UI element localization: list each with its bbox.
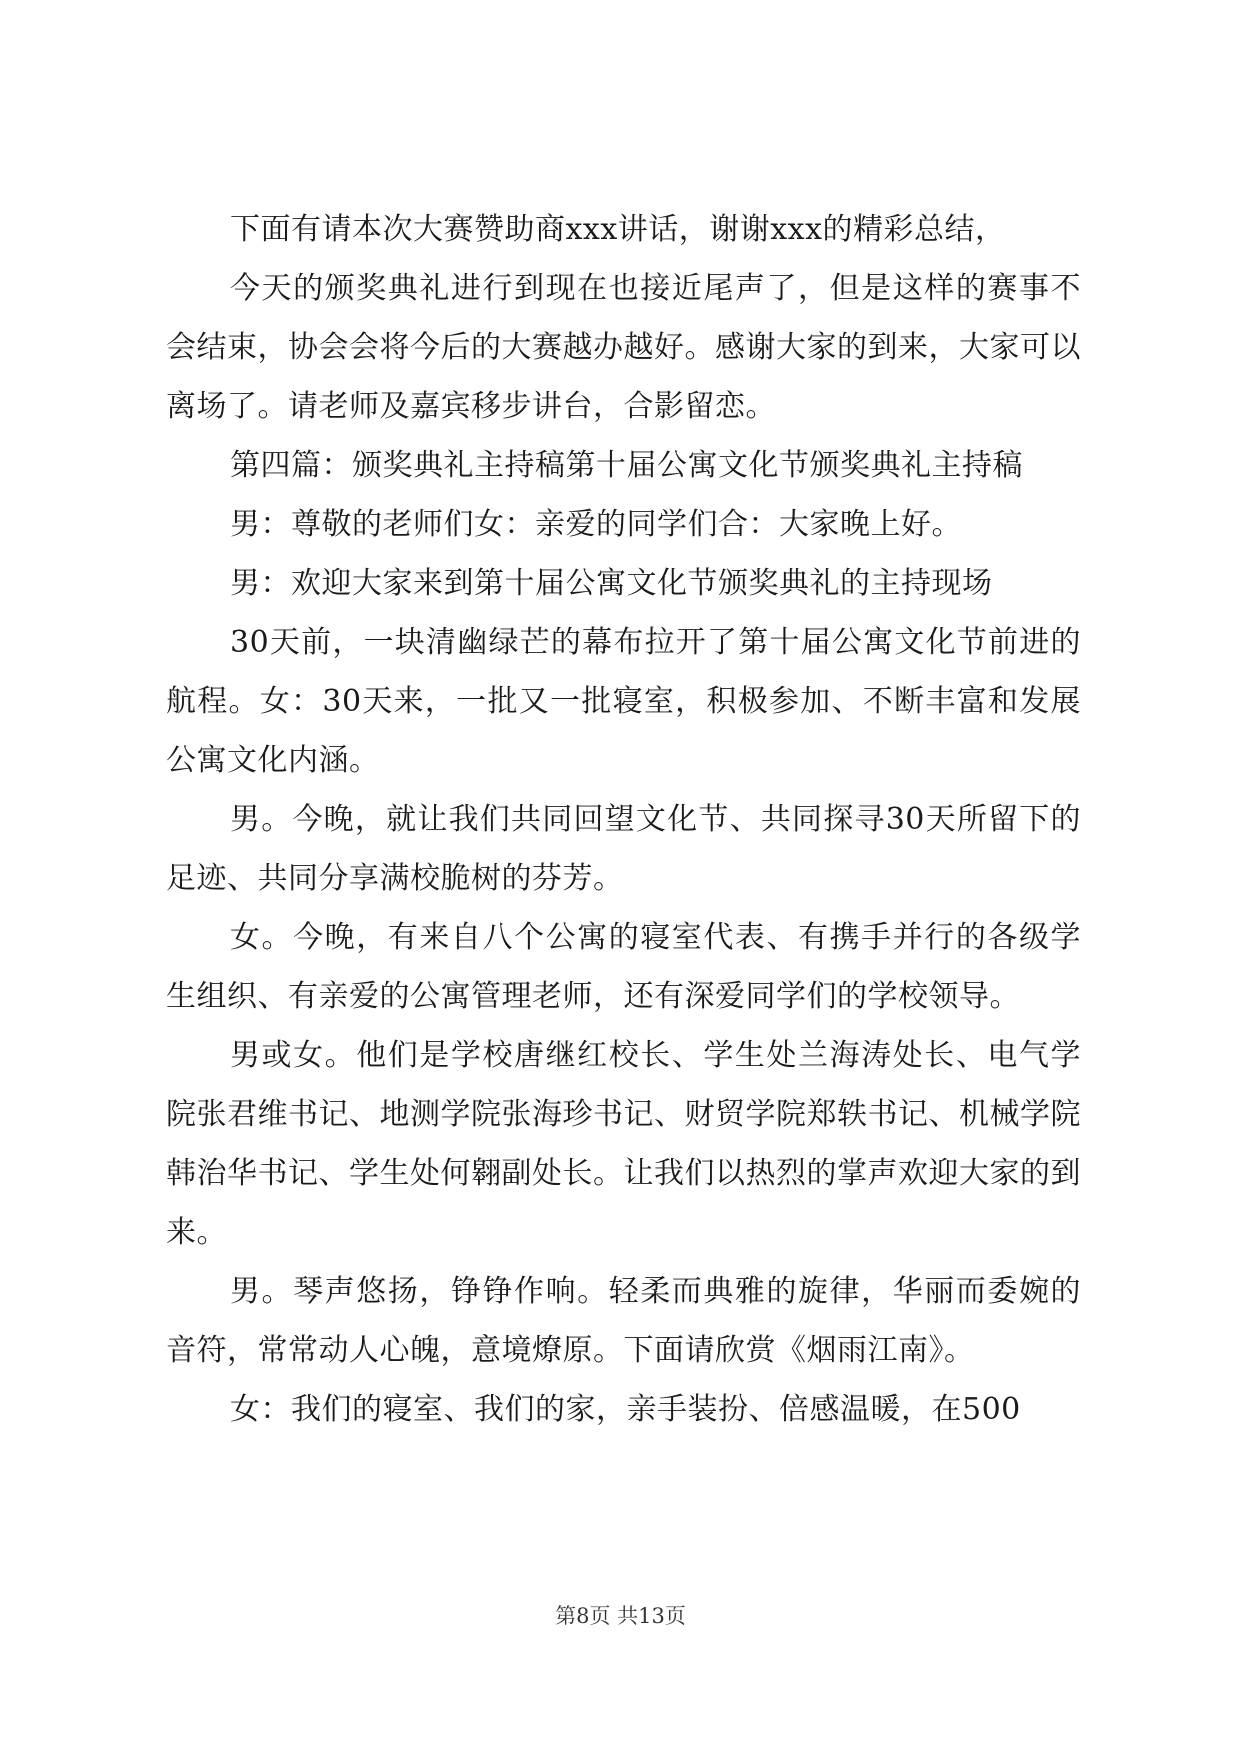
paragraph-welcome: 男：欢迎大家来到第十届公寓文化节颁奖典礼的主持现场: [230, 566, 993, 601]
paragraph-section-title: 第四篇：颁奖典礼主持稿第十届公寓文化节颁奖典礼主持稿: [230, 448, 1023, 483]
page-number-footer: 第8页 共13页: [555, 1604, 686, 1628]
paragraph-greeting: 男：尊敬的老师们女：亲爱的同学们合：大家晚上好。: [230, 507, 962, 542]
paragraph-guests: 男或女。他们是学校唐继红校长、学生处兰海涛处长、电气学院张君维书记、地测学院张海珍书记、财贸学院郑轶书记、机械学院韩治华书记、学生处何翱副处长。让我们以热烈的掌声欢迎大家的到来。: [166, 1038, 1081, 1250]
paragraph-music: 男。琴声悠扬，铮铮作响。轻柔而典雅的旋律，华丽而委婉的音符，常常动人心魄，意境燎原。下面请欣赏《烟雨江南》。: [166, 1274, 1081, 1368]
paragraph-tonight-male: 男。今晚，就让我们共同回望文化节、共同探寻30天所留下的足迹、共同分享满校脆树的芬芳。: [166, 802, 1081, 896]
paragraph-tonight-female: 女。今晚，有来自八个公寓的寝室代表、有携手并行的各级学生组织、有亲爱的公寓管理老师，还有深爱同学们的学校领导。: [166, 920, 1081, 1014]
paragraph-thirty-days: 30天前，一块清幽绿芒的幕布拉开了第十届公寓文化节前进的航程。女：30天来，一批又一批寝室，积极参加、不断丰富和发展公寓文化内涵。: [166, 625, 1081, 778]
paragraph-dorm: 女：我们的寝室、我们的家，亲手装扮、倍感温暖，在500: [230, 1392, 1021, 1427]
paragraph-closing: 今天的颁奖典礼进行到现在也接近尾声了，但是这样的赛事不会结束，协会会将今后的大赛越办越好。感谢大家的到来，大家可以离场了。请老师及嘉宾移步讲台，合影留恋。: [166, 271, 1081, 424]
paragraph-sponsor-speech: 下面有请本次大赛赞助商xxx讲话，谢谢xxx的精彩总结，: [230, 212, 1006, 247]
document-body: [166, 200, 1081, 1439]
